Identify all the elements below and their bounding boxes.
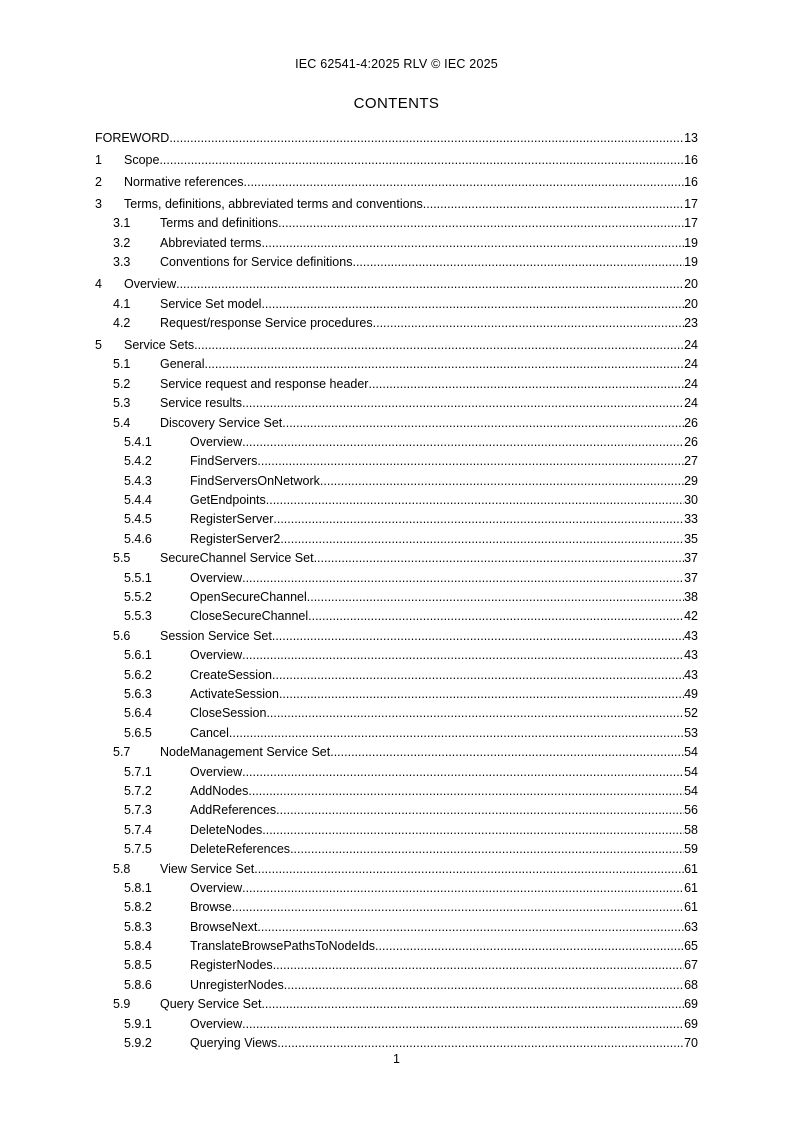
- dot-leader: [261, 297, 684, 312]
- dot-leader: [276, 803, 684, 818]
- dot-leader: [254, 862, 684, 877]
- toc-entry-page: 67: [684, 958, 698, 973]
- toc-entry-label: FindServers: [190, 454, 258, 469]
- toc-entry[interactable]: [95, 663, 698, 682]
- dot-leader: [242, 1017, 684, 1032]
- toc-entry-label: Service Set model: [160, 296, 262, 311]
- toc-entry-number: 5.5: [113, 551, 131, 566]
- toc-entry-label: DeleteNodes: [190, 822, 263, 837]
- toc-entry[interactable]: [95, 838, 698, 857]
- toc-entry[interactable]: [95, 896, 698, 915]
- toc-entry[interactable]: [95, 702, 698, 721]
- toc-entry-page: 61: [684, 880, 698, 895]
- toc-entry-number: 5.3: [113, 396, 131, 411]
- toc-entry[interactable]: [95, 683, 698, 702]
- toc-entry-label: AddReferences: [190, 803, 277, 818]
- toc-entry[interactable]: [95, 780, 698, 799]
- dot-leader: [277, 1036, 684, 1051]
- toc-entry-page: 33: [684, 512, 698, 527]
- toc-entry-page: 24: [684, 376, 698, 391]
- dot-leader: [244, 175, 685, 190]
- dot-leader: [242, 765, 684, 780]
- toc-entry[interactable]: [95, 251, 698, 270]
- toc-entry-page: 61: [684, 861, 698, 876]
- toc-entry-page: 54: [684, 745, 698, 760]
- toc-entry-page: 54: [684, 764, 698, 779]
- toc-entry-number: 5.8.2: [124, 900, 152, 915]
- toc-entry-number: 5.7.3: [124, 803, 152, 818]
- dot-leader: [248, 784, 684, 799]
- toc-entry-page: 29: [684, 473, 698, 488]
- toc-entry-label: Overview: [190, 1016, 243, 1031]
- toc-entry-number: 2: [95, 175, 102, 189]
- toc-entry-number: 5.4.4: [124, 493, 152, 508]
- toc-entry-number: 5.7.4: [124, 822, 152, 837]
- toc-entry-label: Terms and definitions: [160, 216, 279, 231]
- toc-entry-page: 30: [684, 493, 698, 508]
- toc-entry-number: 5.6.1: [124, 648, 152, 663]
- toc-entry[interactable]: [95, 1032, 698, 1051]
- toc-entry-label: CreateSession: [190, 667, 272, 682]
- toc-entry-label: Cancel: [190, 725, 229, 740]
- toc-entry-page: 65: [684, 939, 698, 954]
- toc-entry-number: 5.8.3: [124, 919, 152, 934]
- dot-leader: [242, 396, 684, 411]
- toc-entry-number: 5.7.1: [124, 764, 152, 779]
- toc-entry-number: 4.2: [113, 315, 131, 330]
- toc-entry-page: 54: [684, 783, 698, 798]
- toc-entry-page: 17: [684, 216, 698, 231]
- toc-entry-page: 17: [684, 197, 698, 211]
- toc-entry-page: 19: [684, 235, 698, 250]
- dot-leader: [262, 823, 684, 838]
- toc-entry-page: 69: [684, 997, 698, 1012]
- toc-entry-label: Session Service Set: [160, 628, 272, 643]
- toc-entry-page: 52: [684, 706, 698, 721]
- toc-entry-page: 24: [684, 357, 698, 372]
- toc-entry-number: 5.4.2: [124, 454, 152, 469]
- toc-entry[interactable]: [95, 431, 698, 450]
- toc-entry[interactable]: [95, 450, 698, 469]
- toc-entry-page: 43: [684, 667, 698, 682]
- dot-leader: [423, 197, 684, 212]
- toc-entry-page: 53: [684, 725, 698, 740]
- toc-entry-page: 37: [684, 570, 698, 585]
- toc-entry-label: Request/response Service procedures: [160, 315, 373, 330]
- toc-entry-label: ActivateSession: [190, 686, 279, 701]
- toc-entry-number: 5.5.2: [124, 590, 152, 605]
- dot-leader: [257, 920, 684, 935]
- dot-leader: [368, 377, 684, 392]
- toc-entry-number: 5.7.5: [124, 842, 152, 857]
- toc-entry-label: Overview: [190, 434, 243, 449]
- dot-leader: [266, 493, 684, 508]
- toc-entry-label: OpenSecureChannel: [190, 590, 307, 605]
- toc-entry-number: 5.8.6: [124, 977, 152, 992]
- toc-entry-page: 58: [684, 822, 698, 837]
- toc-entry-page: 26: [684, 434, 698, 449]
- toc-entry-page: 13: [684, 131, 698, 145]
- toc-entry-label: DeleteReferences: [190, 842, 291, 857]
- dot-leader: [280, 532, 684, 547]
- toc-entry-number: 5.8.1: [124, 880, 152, 895]
- toc-entry-label: BrowseNext: [190, 919, 258, 934]
- toc-entry-number: 5.9.2: [124, 1036, 152, 1051]
- page-title: CONTENTS: [353, 95, 440, 112]
- toc-entry[interactable]: [95, 799, 698, 818]
- toc-entry-number: 1: [95, 153, 102, 167]
- toc-entry-page: 56: [684, 803, 698, 818]
- toc-entry-number: 5.9.1: [124, 1016, 152, 1031]
- toc-entry-label: Conventions for Service definitions: [160, 255, 353, 270]
- toc-entry-label: Overview: [190, 880, 243, 895]
- toc-entry-number: 3: [95, 197, 102, 211]
- dot-leader: [308, 609, 684, 624]
- toc-entry[interactable]: [95, 624, 698, 643]
- toc-entry-label: Service results: [160, 396, 242, 411]
- toc-entry-page: 24: [684, 396, 698, 411]
- toc-entry-label: Abbreviated terms: [160, 235, 262, 250]
- toc-entry-page: 61: [684, 900, 698, 915]
- toc-entry-number: 5.6.2: [124, 667, 152, 682]
- toc-entry[interactable]: [95, 566, 698, 585]
- toc-entry[interactable]: [95, 212, 698, 231]
- toc-entry-page: 23: [684, 315, 698, 330]
- toc-entry[interactable]: [95, 469, 698, 488]
- toc-entry[interactable]: [95, 857, 698, 876]
- dot-leader: [194, 338, 684, 353]
- dot-leader: [282, 416, 684, 431]
- toc-entry-page: 16: [684, 153, 698, 167]
- dot-leader: [290, 842, 684, 857]
- toc-entry-page: 49: [684, 686, 698, 701]
- toc-entry-label: Query Service Set: [160, 997, 262, 1012]
- toc-entry-number: 5.4.6: [124, 531, 152, 546]
- toc-entry-label: RegisterServer2: [190, 531, 281, 546]
- toc-entry-number: 3.1: [113, 216, 131, 231]
- toc-entry-label: Querying Views: [190, 1036, 278, 1051]
- toc-entry-number: 4: [95, 277, 102, 292]
- document-header: IEC 62541-4:2025 RLV © IEC 2025: [295, 57, 498, 71]
- toc-entry-number: 5: [95, 337, 102, 352]
- toc-entry-label: TranslateBrowsePathsToNodeIds: [190, 939, 376, 954]
- toc-entry-label: UnregisterNodes: [190, 977, 284, 992]
- toc-entry-number: 3.3: [113, 255, 131, 270]
- toc-entry-label: Service request and response header: [160, 376, 369, 391]
- dot-leader: [229, 726, 684, 741]
- toc-entry-page: 69: [684, 1016, 698, 1031]
- toc-entry-page: 68: [684, 977, 698, 992]
- toc-entry[interactable]: [95, 760, 698, 779]
- toc-entry[interactable]: [95, 190, 698, 212]
- toc-entry-page: 24: [684, 337, 698, 352]
- toc-entry-page: 19: [684, 255, 698, 270]
- toc-entry-number: 5.6.4: [124, 706, 152, 721]
- toc-entry[interactable]: [95, 547, 698, 566]
- toc-entry-label: NodeManagement Service Set: [160, 745, 331, 760]
- toc-entry-label: General: [160, 357, 205, 372]
- toc-entry-label: SecureChannel Service Set: [160, 551, 314, 566]
- toc-entry-label: Discovery Service Set: [160, 415, 283, 430]
- toc-entry[interactable]: [95, 818, 698, 837]
- dot-leader: [176, 277, 684, 292]
- dot-leader: [284, 978, 684, 993]
- toc-entry-label: Service Sets: [124, 337, 195, 352]
- toc-entry[interactable]: [95, 877, 698, 896]
- toc-entry-number: 5.4.3: [124, 473, 152, 488]
- toc-entry[interactable]: [95, 489, 698, 508]
- toc-entry-number: 5.6.3: [124, 686, 152, 701]
- toc-entry[interactable]: [95, 586, 698, 605]
- dot-leader: [242, 881, 684, 896]
- toc-entry-label: GetEndpoints: [190, 493, 266, 508]
- toc-entry-label: Overview: [190, 648, 243, 663]
- toc-entry-label: Overview: [190, 570, 243, 585]
- toc-entry[interactable]: [95, 372, 698, 391]
- table-of-contents: [95, 124, 698, 1051]
- toc-entry[interactable]: [95, 954, 698, 973]
- dot-leader: [204, 357, 684, 372]
- toc-entry-number: 5.8: [113, 861, 131, 876]
- toc-entry-page: 70: [684, 1036, 698, 1051]
- dot-leader: [330, 745, 684, 760]
- toc-entry[interactable]: [95, 644, 698, 663]
- toc-entry-number: 5.5.3: [124, 609, 152, 624]
- toc-entry-page: 42: [684, 609, 698, 624]
- toc-entry[interactable]: [95, 1012, 698, 1031]
- toc-entry-number: 5.4.5: [124, 512, 152, 527]
- dot-leader: [266, 706, 684, 721]
- toc-entry[interactable]: [95, 973, 698, 992]
- toc-entry-number: 5.1: [113, 357, 131, 372]
- toc-entry[interactable]: [95, 741, 698, 760]
- toc-entry-page: 38: [684, 590, 698, 605]
- dot-leader: [242, 571, 684, 586]
- toc-entry-number: 4.1: [113, 296, 131, 311]
- toc-entry-label: Terms, definitions, abbreviated terms and conventions: [124, 197, 423, 211]
- toc-entry-label: Scope: [124, 153, 160, 167]
- toc-entry-label: RegisterNodes: [190, 958, 273, 973]
- dot-leader: [261, 997, 684, 1012]
- dot-leader: [375, 939, 684, 954]
- toc-entry[interactable]: [95, 993, 698, 1012]
- toc-entry[interactable]: [95, 508, 698, 527]
- toc-entry-number: 5.9: [113, 997, 131, 1012]
- toc-entry-page: 43: [684, 628, 698, 643]
- toc-entry-label: CloseSecureChannel: [190, 609, 309, 624]
- dot-leader: [159, 153, 684, 168]
- dot-leader: [261, 236, 684, 251]
- toc-entry-label: RegisterServer: [190, 512, 274, 527]
- toc-entry[interactable]: [95, 270, 698, 292]
- dot-leader: [272, 629, 684, 644]
- dot-leader: [278, 216, 684, 231]
- toc-entry-page: 63: [684, 919, 698, 934]
- toc-entry-number: 3.2: [113, 235, 131, 250]
- toc-entry-page: 20: [684, 296, 698, 311]
- toc-entry[interactable]: [95, 527, 698, 546]
- toc-entry-label: Normative references: [124, 175, 244, 189]
- dot-leader: [169, 131, 684, 146]
- toc-entry-label: Overview: [190, 764, 243, 779]
- toc-entry-label: AddNodes: [190, 783, 249, 798]
- dot-leader: [320, 474, 684, 489]
- toc-entry-page: 20: [684, 277, 698, 292]
- toc-entry[interactable]: [95, 915, 698, 934]
- toc-entry-number: 5.6: [113, 628, 131, 643]
- toc-entry-number: 5.4: [113, 415, 131, 430]
- toc-entry[interactable]: [95, 392, 698, 411]
- dot-leader: [242, 435, 684, 450]
- dot-leader: [242, 648, 684, 663]
- toc-entry[interactable]: [95, 411, 698, 430]
- toc-entry-page: 43: [684, 648, 698, 663]
- toc-entry[interactable]: [95, 231, 698, 250]
- toc-entry-number: 5.7: [113, 745, 131, 760]
- toc-entry-label: FOREWORD: [95, 131, 170, 145]
- toc-entry[interactable]: [95, 312, 698, 331]
- toc-entry-label: CloseSession: [190, 706, 267, 721]
- toc-entry[interactable]: [95, 292, 698, 311]
- dot-leader: [272, 668, 684, 683]
- toc-entry-page: 35: [684, 531, 698, 546]
- toc-entry-number: 5.8.5: [124, 958, 152, 973]
- toc-entry-number: 5.8.4: [124, 939, 152, 954]
- toc-entry-page: 27: [684, 454, 698, 469]
- toc-entry[interactable]: [95, 721, 698, 740]
- toc-entry[interactable]: [95, 168, 698, 190]
- toc-entry-label: View Service Set: [160, 861, 255, 876]
- toc-entry-number: 5.7.2: [124, 783, 152, 798]
- toc-entry[interactable]: [95, 605, 698, 624]
- toc-entry-number: 5.6.5: [124, 725, 152, 740]
- toc-entry-label: FindServersOnNetwork: [190, 473, 320, 488]
- toc-entry-page: 26: [684, 415, 698, 430]
- page-number: 1: [393, 1052, 400, 1066]
- toc-entry[interactable]: [95, 353, 698, 372]
- dot-leader: [273, 512, 684, 527]
- dot-leader: [352, 255, 684, 270]
- dot-leader: [307, 590, 684, 605]
- toc-entry[interactable]: [95, 935, 698, 954]
- toc-entry-label: Overview: [124, 277, 177, 292]
- toc-entry-label: Browse: [190, 900, 232, 915]
- toc-entry-page: 16: [684, 175, 698, 189]
- dot-leader: [232, 900, 684, 915]
- toc-entry[interactable]: [95, 331, 698, 353]
- toc-entry-page: 37: [684, 551, 698, 566]
- dot-leader: [314, 551, 685, 566]
- dot-leader: [279, 687, 684, 702]
- dot-leader: [373, 316, 684, 331]
- toc-entry-number: 5.2: [113, 376, 131, 391]
- toc-entry[interactable]: [95, 146, 698, 168]
- toc-entry-number: 5.4.1: [124, 434, 152, 449]
- dot-leader: [257, 454, 684, 469]
- toc-entry-number: 5.5.1: [124, 570, 152, 585]
- dot-leader: [273, 958, 684, 973]
- toc-entry[interactable]: [95, 124, 698, 146]
- toc-entry-page: 59: [684, 842, 698, 857]
